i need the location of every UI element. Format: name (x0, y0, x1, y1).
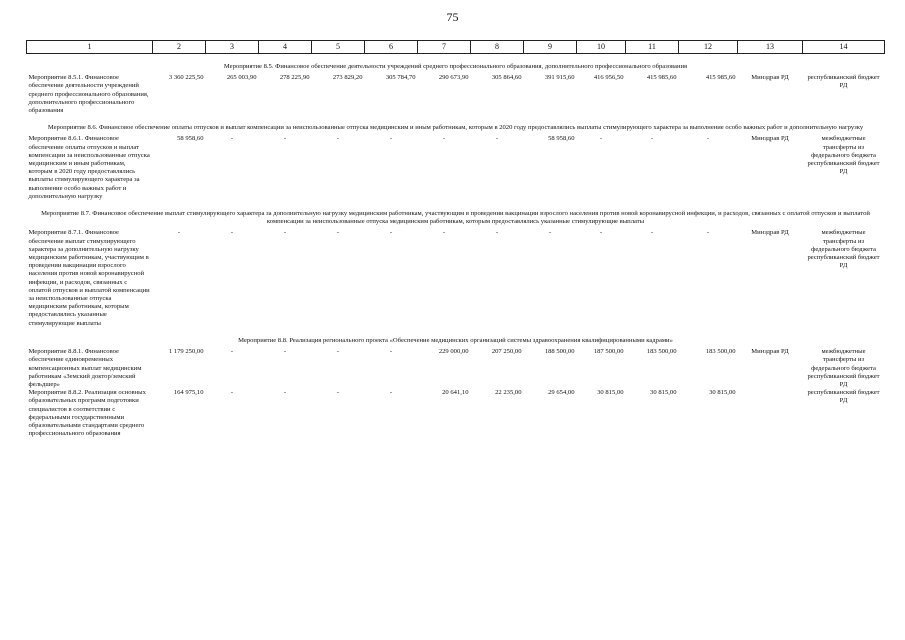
executor: Минздрав РД (751, 229, 789, 237)
column-header: 13 (738, 41, 803, 54)
column-header: 5 (312, 41, 365, 54)
measure-name: Мероприятие 8.7.1. Финансовое обеспечение выплат стимулирующего характера за дополнительную нагрузку медицинским работникам, участвующим в проведении вакцинации взрослого населения против новой коронавирусной инфекции, и расходов, связанных с оплатой отпусков и выплатой компенсации за неиспользованные отпуска медицинским работникам, которым предоставлялись указанные стимулирующие выплаты (28, 229, 150, 327)
funding-value: - (706, 135, 710, 143)
funding-value: - (336, 229, 340, 237)
funding-value: 415 985,60 (705, 74, 736, 82)
funding-value: 416 956,50 (593, 74, 624, 82)
funding-value: - (336, 348, 340, 356)
funding-value: 58 958,60 (177, 135, 204, 143)
funding-value: - (599, 135, 603, 143)
executor: Минздрав РД (751, 74, 789, 82)
measure-name: Мероприятие 8.6.1. Финансовое обеспечение оплаты отпусков и выплат компенсации за неиспользованные отпуска медицинским и иным работникам, которым в 2020 году предоставлялись выплаты стимулирующего характера за выполнение особо важных работ и дополнительную нагрузку (28, 135, 150, 200)
funding-value: - (599, 229, 603, 237)
funding-value: 290 673,90 (438, 74, 469, 82)
funding-value: 415 985,60 (646, 74, 677, 82)
section-title: Мероприятие 8.8. Реализация регионального проекта «Обеспечение медицинских организаций системы здравоохранения квалифицированными кадрами» (238, 336, 673, 344)
funding-value: - (230, 389, 234, 397)
funding-value: - (336, 389, 340, 397)
funding-value: 58 958,60 (548, 135, 575, 143)
section-title: Мероприятие 8.7. Финансовое обеспечение выплат стимулирующего характера за дополнительную нагрузку медицинским работникам, участвующим в проведении вакцинации взрослого населения против новой коронавирусной инфекции, и расходов, связанных с оплатой отпусков и выплатой компенсации за неиспользованные отпуска медицинским работникам, которым предоставлялись указанные стимулирующие выплаты (41, 210, 870, 226)
column-header: 8 (471, 41, 524, 54)
column-header: 10 (577, 41, 626, 54)
funding-value: - (548, 229, 552, 237)
column-header: 1 (27, 41, 153, 54)
funding-value: - (283, 348, 287, 356)
executor (738, 389, 803, 438)
funding-value: - (389, 389, 393, 397)
funding-value: - (389, 229, 393, 237)
funding-value: - (336, 135, 340, 143)
measure-name: Мероприятие 8.8.2. Реализация основных образовательных программ подготовки специалистов в соответствии с федеральными государственными образовательными стандартами среднего профессионального образования (28, 389, 146, 438)
section-title-row (27, 54, 885, 75)
funding-value: - (442, 229, 446, 237)
table-row (27, 229, 885, 327)
funding-value: - (283, 135, 287, 143)
funding-value: - (177, 229, 181, 237)
measure-name: Мероприятие 8.8.1. Финансовое обеспечение единовременных компенсационных выплат медицинским работникам «Земский доктор/земский фельдшер» (28, 348, 142, 388)
funding-value: 278 225,90 (279, 74, 310, 82)
funding-source: республиканский бюджет РД (807, 74, 880, 90)
funding-value: 265 003,90 (226, 74, 257, 82)
funding-value: 207 250,00 (491, 348, 522, 356)
funding-value: - (442, 135, 446, 143)
funding-value: 183 500,00 (705, 348, 736, 356)
funding-value: 229 000,00 (438, 348, 469, 356)
funding-value: 3 360 225,50 (168, 74, 204, 82)
section-title-row (27, 115, 885, 135)
funding-value: - (283, 389, 287, 397)
executor: Минздрав РД (751, 135, 789, 143)
funding-value: - (283, 229, 287, 237)
measure-name: Мероприятие 8.5.1. Финансовое обеспечение деятельности учреждений среднего профессионального образования, дополнительного профессионального образования (28, 74, 149, 115)
funding-value: - (495, 135, 499, 143)
funding-value: - (389, 135, 393, 143)
funding-source: межбюджетные трансферты из федерального бюджета республиканский бюджет РД (807, 229, 880, 270)
funding-value: - (389, 348, 393, 356)
column-header: 14 (803, 41, 885, 54)
funding-value: 305 784,70 (385, 74, 416, 82)
funding-value: - (650, 229, 654, 237)
section-title: Мероприятие 8.6. Финансовое обеспечение оплаты отпусков и выплат компенсации за неиспользованные отпуска медицинским и иным работникам, которым в 2020 году предоставлялись выплаты стимулирующего характера за выполнение особо важных работ и дополнительную нагрузку (47, 124, 864, 132)
executor: Минздрав РД (751, 348, 789, 356)
column-header: 2 (153, 41, 206, 54)
column-header: 11 (626, 41, 679, 54)
funding-value: 22 235,00 (495, 389, 522, 397)
funding-value: - (230, 229, 234, 237)
funding-value: 30 815,00 (709, 389, 736, 397)
column-header: 9 (524, 41, 577, 54)
funding-value: - (495, 229, 499, 237)
funding-value: 183 500,00 (646, 348, 677, 356)
funding-value: - (706, 229, 710, 237)
funding-value: 30 815,00 (650, 389, 677, 397)
funding-value: - (650, 135, 654, 143)
funding-value: 305 864,60 (491, 74, 522, 82)
funding-value: 1 179 250,00 (168, 348, 204, 356)
column-header: 7 (418, 41, 471, 54)
funding-source: межбюджетные трансферты из федерального бюджета республиканский бюджет РД (807, 348, 880, 388)
section-title-row (27, 328, 885, 348)
section-title-row (27, 201, 885, 229)
funding-source: республиканский бюджет РД (807, 389, 880, 405)
program-table (26, 40, 885, 438)
funding-value: 187 500,00 (593, 348, 624, 356)
funding-value: 164 975,10 (173, 389, 204, 397)
page-number: 75 (446, 10, 459, 24)
column-header: 4 (259, 41, 312, 54)
column-header: 12 (679, 41, 738, 54)
table-row (27, 389, 885, 438)
column-number-header (27, 41, 885, 54)
funding-value: 273 829,20 (332, 74, 363, 82)
funding-value: - (230, 348, 234, 356)
column-header: 6 (365, 41, 418, 54)
funding-value: 391 915,60 (544, 74, 575, 82)
table-row (27, 74, 885, 115)
funding-value: - (230, 135, 234, 143)
funding-source: межбюджетные трансферты из федерального бюджета республиканский бюджет РД (807, 135, 880, 176)
funding-value: 20 641,10 (442, 389, 469, 397)
table-row (27, 135, 885, 201)
funding-value: 188 500,00 (544, 348, 575, 356)
funding-value: 29 654,00 (548, 389, 575, 397)
table-row (27, 348, 885, 389)
funding-value: 30 815,00 (597, 389, 624, 397)
column-header: 3 (206, 41, 259, 54)
section-title: Мероприятие 8.5. Финансовое обеспечение деятельности учреждений среднего профессионального образования, дополнительного профессионального образования (223, 63, 688, 70)
